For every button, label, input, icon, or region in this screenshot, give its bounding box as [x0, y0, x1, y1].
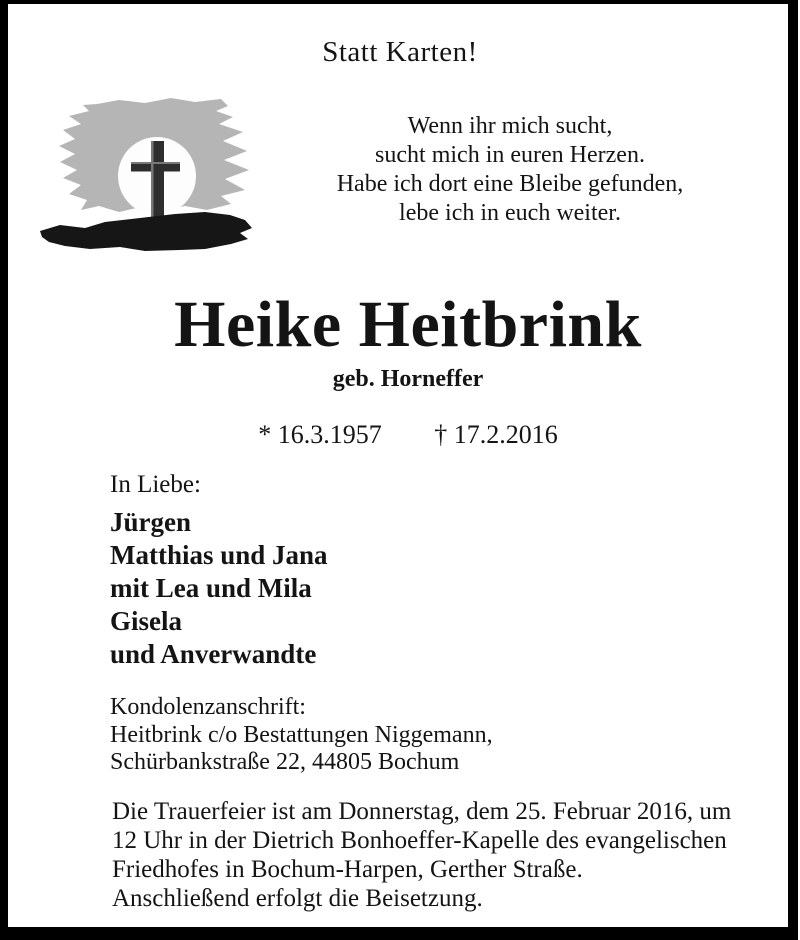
mourner-name: und Anverwandte: [110, 639, 317, 669]
mourner-name: mit Lea und Mila: [110, 573, 312, 603]
maiden-name: geb. Horneffer: [332, 366, 484, 392]
in-liebe-label: In Liebe:: [110, 471, 201, 498]
mourner-name: Jürgen: [110, 507, 191, 537]
mourner-name: Gisela: [110, 606, 182, 636]
memorial-poem: [230, 112, 790, 228]
poem-line: sucht mich in euren Herzen.: [375, 142, 645, 168]
cross-highlight-vertical: [151, 141, 154, 221]
mourner-name: Matthias und Jana: [110, 540, 328, 570]
poem-line: Habe ich dort eine Bleibe gefunden,: [336, 171, 684, 197]
service-info-block: [112, 797, 752, 913]
ground-shape: [40, 212, 252, 251]
cross-hill-artwork: [35, 94, 261, 254]
poem-line: lebe ich in euch weiter.: [399, 200, 621, 226]
service-info-line: Friedhofes in Bochum-Harpen, Gerther Straße.: [112, 856, 583, 883]
service-info-line: Die Trauerfeier ist am Donnerstag, dem 25. Februar 2016, um: [112, 798, 732, 825]
statt-karten-heading: Statt Karten!: [322, 36, 478, 68]
condolence-heading: Kondolenzanschrift:: [110, 694, 306, 720]
death-date: † 17.2.2016: [434, 420, 558, 449]
life-dates: [16, 420, 800, 450]
condolence-block: [110, 694, 493, 777]
cross-highlight-horizontal: [131, 162, 180, 164]
birth-date: * 16.3.1957: [258, 420, 382, 449]
service-info-line: Anschließend erfolgt die Beisetzung.: [112, 885, 483, 912]
condolence-line: Heitbrink c/o Bestattungen Niggemann,: [110, 721, 493, 748]
service-info-line: 12 Uhr in der Dietrich Bonhoeffer-Kapelle des evangelischen: [112, 827, 727, 854]
mourners-list: [110, 506, 328, 671]
poem-line: Wenn ihr mich sucht,: [407, 113, 613, 139]
condolence-line: Schürbankstraße 22, 44805 Bochum: [110, 749, 460, 775]
deceased-name: Heike Heitbrink: [174, 288, 642, 361]
